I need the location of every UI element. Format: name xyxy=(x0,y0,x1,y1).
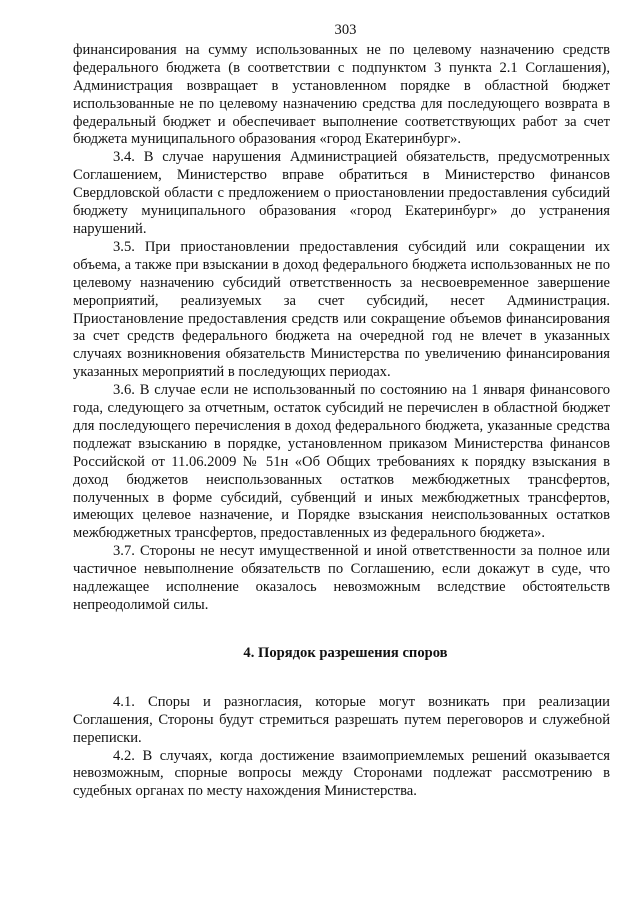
paragraph-4-2: 4.2. В случаях, когда достижение взаимоприемлемых решений оказывается невозможным, спорные вопросы между Сторонами подлежат рассмотрению в судебных органах по месту нахождения Министерства. xyxy=(73,747,610,800)
page-number: 303 xyxy=(334,22,357,38)
section-4-text xyxy=(73,694,610,801)
paragraph-3-4: 3.4. В случае нарушения Администрацией обязательств, предусмотренных Соглашением, Министерство вправе обратиться в Министерство финансов Свердловской области с предложением о приостановлении предоставления субсидий бюджету муниципального образования «город Екатеринбург» до устранения нарушений. xyxy=(73,149,610,237)
paragraph-continuation: финансирования на сумму использованных не по целевому назначению средств федерального бюджета (в соответствии с подпунктом 3 пункта 2.1 Соглашения), Администрация возвращает в установленном порядке в областной бюджет использованные не по целевому назначению средства для последующего возврата в федеральный бюджет и обеспечивает выполнение соответствующих работ за счет бюджета муниципального образования «город Екатеринбург». xyxy=(73,41,610,148)
paragraph-3-7: 3.7. Стороны не несут имущественной и иной ответственности за полное или частичное невыполнение обязательств по Соглашению, если докажут в суде, что надлежащее исполнение оказалось невозможным вследствие обстоятельств непреодолимой силы. xyxy=(73,543,610,613)
section-3-text xyxy=(73,42,610,615)
paragraph-3-5: 3.5. При приостановлении предоставления субсидий или сокращении их объема, а также при взыскании в доход федерального бюджета использованных не по целевому назначению субсидий ответственность за несвоевременное завершение мероприятий, реализуемых за счет субсидий, несет Администрация. Приостановление предоставления средств или сокращение объемов финансирования за счет средств федерального бюджета на очередной год не влечет в указанных случаях возникновения обязательств Министерства по увеличению финансирования указанных мероприятий в последующих периодах. xyxy=(73,238,610,381)
section-heading: 4. Порядок разрешения споров xyxy=(243,644,448,661)
paragraph-4-1: 4.1. Споры и разногласия, которые могут возникать при реализации Соглашения, Стороны будут стремиться разрешать путем переговоров и служебной переписки. xyxy=(73,693,610,746)
paragraph-3-6: 3.6. В случае если не использованный по состоянию на 1 января финансового года, следующего за отчетным, остаток субсидий не перечислен в областной бюджет для последующего перечисления в доход федерального бюджета, указанные средства подлежат взысканию в порядке, установленном приказом Министерства финансов Российской от 11.06.2009 № 51н «Об Общих требованиях к порядку взыскания в доход бюджетов неиспользованных остатков межбюджетных трансфертов, полученных в форме субсидий, субвенций и иных межбюджетных трансфертов, имеющих целевое назначение, и Порядке взыскания неиспользованных остатков межбюджетных трансфертов, предоставленных из федерального бюджета». xyxy=(73,382,610,542)
